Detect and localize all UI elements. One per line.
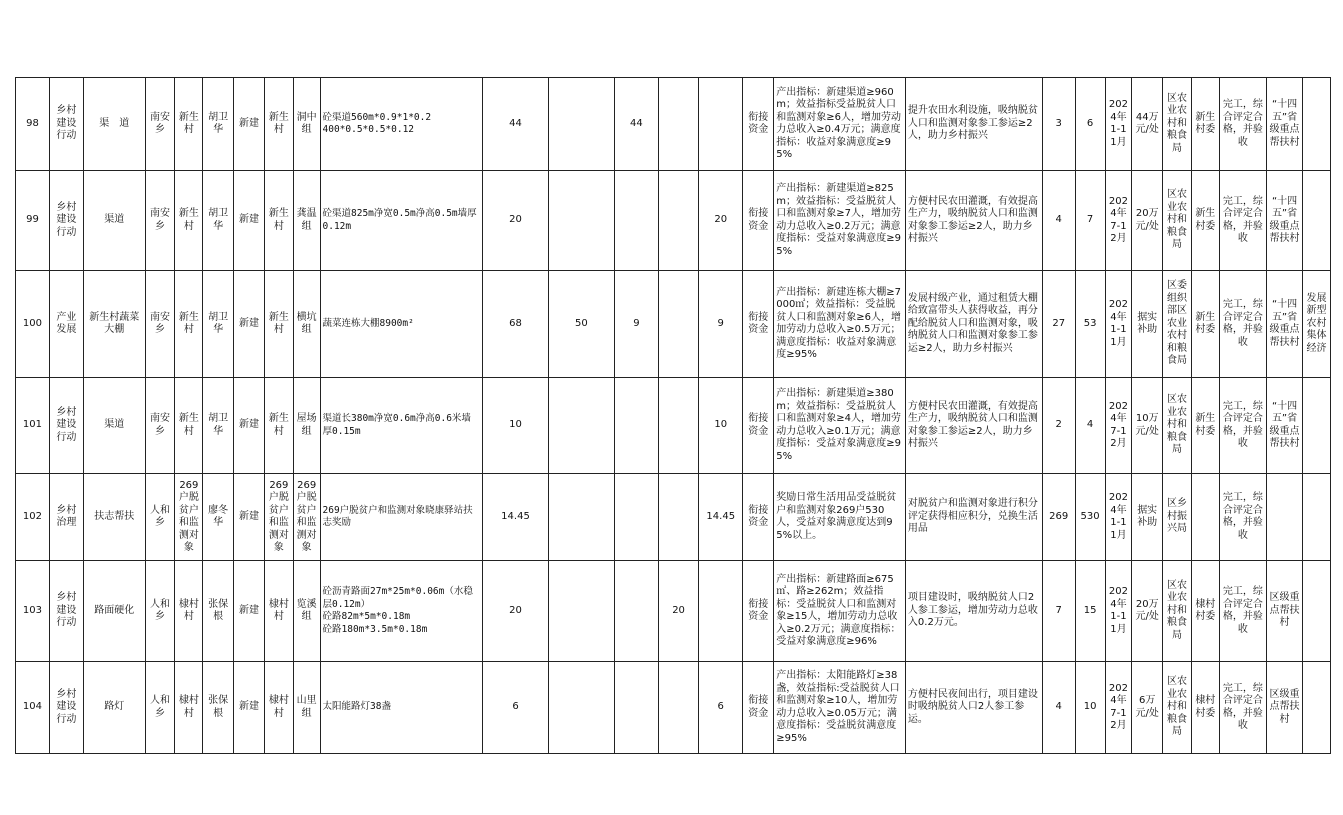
- performance-indicator-cell: 产出指标：新建连栋大棚≥7000㎡；效益指标：受益脱贫人口和监测对象≥6人，增加劳动力总收入≥0.5万元；满意度指标：收益对象满意度≥95%: [774, 271, 906, 378]
- row-number: 103: [16, 561, 50, 662]
- period-cell: 2024年1-11月: [1105, 78, 1132, 171]
- fund-col-1-cell: [548, 474, 614, 561]
- benefit-mechanism-cell: 方便村民夜间出行，项目建设时吸纳脱贫人口2人参工参运。: [905, 662, 1042, 754]
- town-cell: 南安乡: [145, 171, 175, 271]
- town-cell: 人和乡: [145, 662, 175, 754]
- town-cell: 人和乡: [145, 474, 175, 561]
- department-cell: 区委组织部区农业农村和粮食局: [1163, 271, 1192, 378]
- note-cell: [1303, 78, 1331, 171]
- performance-indicator-cell: 产出指标：新建渠道≥960m；效益指标受益脱贫人口和监测对象≥6人，增加劳动力总收入≥0.4万元；满意度指标：收益对象满意度≥95%: [774, 78, 906, 171]
- location-village-cell: 新生村: [264, 171, 293, 271]
- period-cell: 2024年1-11月: [1105, 271, 1132, 378]
- village-level-cell: “十四五”省级重点帮扶村: [1267, 78, 1303, 171]
- people-cell: 15: [1075, 561, 1105, 662]
- acceptance-cell: 完工，综合评定合格，并验收: [1219, 78, 1266, 171]
- acceptance-cell: 完工，综合评定合格，并验收: [1219, 171, 1266, 271]
- period-cell: 2024年1-11月: [1105, 474, 1132, 561]
- total-investment-cell: 68: [483, 271, 549, 378]
- department-cell: 区乡村振兴局: [1163, 474, 1192, 561]
- fund-col-3-cell: 20: [659, 561, 699, 662]
- fund-col-2-cell: 9: [614, 271, 658, 378]
- subsidy-standard-cell: 20万元/处: [1132, 171, 1163, 271]
- village-level-cell: “十四五”省级重点帮扶村: [1267, 171, 1303, 271]
- fund-col-2-cell: [614, 662, 658, 754]
- village-cell: 新生村: [175, 171, 203, 271]
- row-number: 99: [16, 171, 50, 271]
- responsible-person-cell: 廖冬华: [203, 474, 234, 561]
- total-investment-cell: 14.45: [483, 474, 549, 561]
- period-cell: 2024年7-12月: [1105, 378, 1132, 474]
- people-cell: 10: [1075, 662, 1105, 754]
- project-table: [15, 77, 1331, 754]
- project-name-cell: 渠道: [83, 171, 145, 271]
- fund-source-cell: 衔接资金: [743, 271, 774, 378]
- category-cell: 乡村建设行动: [49, 78, 83, 171]
- row-number: 101: [16, 378, 50, 474]
- table-row: [16, 561, 1331, 662]
- note-cell: [1303, 171, 1331, 271]
- period-cell: 2024年1-11月: [1105, 561, 1132, 662]
- fund-col-2-cell: [614, 561, 658, 662]
- category-cell: 乡村治理: [49, 474, 83, 561]
- households-cell: 269: [1042, 474, 1075, 561]
- village-level-cell: “十四五”省级重点帮扶村: [1267, 378, 1303, 474]
- construction-content-cell: 渠道长380m净宽0.6m净高0.6米墙厚0.15m: [320, 378, 483, 474]
- fund-col-1-cell: [548, 662, 614, 754]
- fund-source-cell: 衔接资金: [743, 78, 774, 171]
- table-row: [16, 662, 1331, 754]
- performance-indicator-cell: 产出指标：新建路面≥675㎡、路≥262m；效益指标：受益脱贫人口和监测对象≥15人，增加劳动力总收入≥0.2万元；满意度指标：受益对象满意度≥96%: [774, 561, 906, 662]
- project-name-cell: 渠道: [83, 378, 145, 474]
- performance-indicator-cell: 产出指标：太阳能路灯≥38盏，效益指标:受益脱贫人口和监测对象≥10人，增加劳动力总收入≥0.05万元；满意度指标：受益脱贫满意度≥95%: [774, 662, 906, 754]
- location-group-cell: 屋场组: [293, 378, 320, 474]
- acceptance-cell: 完工，综合评定合格，并验收: [1219, 378, 1266, 474]
- fund-col-2-cell: 44: [614, 78, 658, 171]
- construction-type-cell: 新建: [234, 561, 265, 662]
- location-group-cell: 横坑组: [293, 271, 320, 378]
- households-cell: 2: [1042, 378, 1075, 474]
- fund-col-3-cell: [659, 271, 699, 378]
- note-cell: 发展新型农村集体经济: [1303, 271, 1331, 378]
- responsible-person-cell: 胡卫华: [203, 271, 234, 378]
- fund-col-4-cell: 9: [699, 271, 743, 378]
- project-name-cell: 渠 道: [83, 78, 145, 171]
- village-level-cell: 区级重点帮扶村: [1267, 561, 1303, 662]
- construction-type-cell: 新建: [234, 662, 265, 754]
- village-level-cell: 区级重点帮扶村: [1267, 662, 1303, 754]
- table-row: [16, 474, 1331, 561]
- owner-cell: 新生村委: [1191, 78, 1219, 171]
- village-cell: 新生村: [175, 78, 203, 171]
- total-investment-cell: 44: [483, 78, 549, 171]
- project-name-cell: 扶志帮扶: [83, 474, 145, 561]
- table-row: [16, 171, 1331, 271]
- town-cell: 南安乡: [145, 271, 175, 378]
- note-cell: [1303, 662, 1331, 754]
- location-group-cell: 269户脱贫户和监测对象: [293, 474, 320, 561]
- responsible-person-cell: 张保根: [203, 561, 234, 662]
- acceptance-cell: 完工，综合评定合格，并验收: [1219, 662, 1266, 754]
- location-village-cell: 新生村: [264, 378, 293, 474]
- construction-content-cell: 269户脱贫户和监测对象晓康驿站扶志奖励: [320, 474, 483, 561]
- note-cell: [1303, 474, 1331, 561]
- fund-col-4-cell: 20: [699, 171, 743, 271]
- households-cell: 4: [1042, 171, 1075, 271]
- performance-indicator-cell: 产出指标：新建渠道≥380m；效益指标：受益脱贫人口和监测对象≥4人，增加劳动力总收入≥0.1万元；满意度指标：受益对象满意度≥95%: [774, 378, 906, 474]
- benefit-mechanism-cell: 项目建设时，吸纳脱贫人口2人参工参运，增加劳动力总收入0.2万元。: [905, 561, 1042, 662]
- people-cell: 7: [1075, 171, 1105, 271]
- subsidy-standard-cell: 20万元/处: [1132, 561, 1163, 662]
- subsidy-standard-cell: 6万元/处: [1132, 662, 1163, 754]
- fund-col-1-cell: [548, 78, 614, 171]
- construction-type-cell: 新建: [234, 171, 265, 271]
- town-cell: 南安乡: [145, 378, 175, 474]
- location-village-cell: 棣村村: [264, 561, 293, 662]
- fund-col-3-cell: [659, 662, 699, 754]
- construction-content-cell: 太阳能路灯38盏: [320, 662, 483, 754]
- department-cell: 区农业农村和粮食局: [1163, 378, 1192, 474]
- fund-source-cell: 衔接资金: [743, 378, 774, 474]
- people-cell: 530: [1075, 474, 1105, 561]
- construction-type-cell: 新建: [234, 78, 265, 171]
- owner-cell: 新生村委: [1191, 378, 1219, 474]
- total-investment-cell: 20: [483, 171, 549, 271]
- fund-col-2-cell: [614, 474, 658, 561]
- people-cell: 53: [1075, 271, 1105, 378]
- department-cell: 区农业农村和粮食局: [1163, 78, 1192, 171]
- table-row: [16, 271, 1331, 378]
- category-cell: 乡村建设行动: [49, 171, 83, 271]
- location-group-cell: 山里组: [293, 662, 320, 754]
- location-group-cell: 洞中组: [293, 78, 320, 171]
- construction-content-cell: 砼沥青路面27m*25m*0.06m（水稳层0.12m） 砼路82m*5m*0.18m 砼路180m*3.5m*0.18m: [320, 561, 483, 662]
- location-group-cell: 龚温组: [293, 171, 320, 271]
- acceptance-cell: 完工，综合评定合格，并验收: [1219, 271, 1266, 378]
- owner-cell: 棣村村委: [1191, 662, 1219, 754]
- people-cell: 4: [1075, 378, 1105, 474]
- department-cell: 区农业农村和粮食局: [1163, 561, 1192, 662]
- fund-col-4-cell: [699, 78, 743, 171]
- category-cell: 乡村建设行动: [49, 561, 83, 662]
- fund-col-4-cell: 14.45: [699, 474, 743, 561]
- total-investment-cell: 10: [483, 378, 549, 474]
- location-village-cell: 269户脱贫户和监测对象: [264, 474, 293, 561]
- note-cell: [1303, 378, 1331, 474]
- village-cell: 棣村村: [175, 662, 203, 754]
- town-cell: 人和乡: [145, 561, 175, 662]
- fund-col-3-cell: [659, 78, 699, 171]
- benefit-mechanism-cell: 方便村民农田灌溉，有效提高生产力，吸纳脱贫人口和监测对象参工参运≥2人，助力乡村振兴: [905, 378, 1042, 474]
- row-number: 102: [16, 474, 50, 561]
- total-investment-cell: 20: [483, 561, 549, 662]
- village-cell: 新生村: [175, 271, 203, 378]
- construction-content-cell: 砼渠道560m*0.9*1*0.2 400*0.5*0.5*0.12: [320, 78, 483, 171]
- households-cell: 3: [1042, 78, 1075, 171]
- fund-source-cell: 衔接资金: [743, 561, 774, 662]
- responsible-person-cell: 胡卫华: [203, 78, 234, 171]
- fund-source-cell: 衔接资金: [743, 474, 774, 561]
- fund-col-4-cell: 6: [699, 662, 743, 754]
- fund-col-1-cell: [548, 561, 614, 662]
- households-cell: 7: [1042, 561, 1075, 662]
- owner-cell: 新生村委: [1191, 171, 1219, 271]
- note-cell: [1303, 561, 1331, 662]
- fund-col-3-cell: [659, 474, 699, 561]
- fund-source-cell: 衔接资金: [743, 662, 774, 754]
- owner-cell: 棣村村委: [1191, 561, 1219, 662]
- owner-cell: 新生村委: [1191, 271, 1219, 378]
- fund-col-1-cell: [548, 378, 614, 474]
- fund-col-1-cell: 50: [548, 271, 614, 378]
- responsible-person-cell: 胡卫华: [203, 378, 234, 474]
- project-name-cell: 路灯: [83, 662, 145, 754]
- location-village-cell: 新生村: [264, 78, 293, 171]
- fund-col-2-cell: [614, 378, 658, 474]
- department-cell: 区农业农村和粮食局: [1163, 171, 1192, 271]
- location-group-cell: 览溪组: [293, 561, 320, 662]
- project-name-cell: 路面硬化: [83, 561, 145, 662]
- responsible-person-cell: 张保根: [203, 662, 234, 754]
- period-cell: 2024年7-12月: [1105, 662, 1132, 754]
- village-cell: 棣村村: [175, 561, 203, 662]
- performance-indicator-cell: 产出指标：新建渠道≥825m；效益指标：受益脱贫人口和监测对象≥7人，增加劳动力总收入≥0.2万元；满意度指标：受益对象满意度≥95%: [774, 171, 906, 271]
- table-row: [16, 78, 1331, 171]
- households-cell: 27: [1042, 271, 1075, 378]
- fund-source-cell: 衔接资金: [743, 171, 774, 271]
- village-level-cell: “十四五”省级重点帮扶村: [1267, 271, 1303, 378]
- total-investment-cell: 6: [483, 662, 549, 754]
- location-village-cell: 棣村村: [264, 662, 293, 754]
- fund-col-4-cell: 10: [699, 378, 743, 474]
- town-cell: 南安乡: [145, 78, 175, 171]
- acceptance-cell: 完工，综合评定合格，并验收: [1219, 561, 1266, 662]
- subsidy-standard-cell: 44万元/处: [1132, 78, 1163, 171]
- project-name-cell: 新生村蔬菜大棚: [83, 271, 145, 378]
- households-cell: 4: [1042, 662, 1075, 754]
- construction-content-cell: 蔬菜连栋大棚8900m²: [320, 271, 483, 378]
- period-cell: 2024年7-12月: [1105, 171, 1132, 271]
- subsidy-standard-cell: 10万元/处: [1132, 378, 1163, 474]
- fund-col-2-cell: [614, 171, 658, 271]
- village-cell: 新生村: [175, 378, 203, 474]
- category-cell: 乡村建设行动: [49, 378, 83, 474]
- benefit-mechanism-cell: 提升农田水利设施，吸纳脱贫人口和监测对象参工参运≥2人，助力乡村振兴: [905, 78, 1042, 171]
- construction-type-cell: 新建: [234, 271, 265, 378]
- subsidy-standard-cell: 据实补助: [1132, 271, 1163, 378]
- row-number: 100: [16, 271, 50, 378]
- construction-type-cell: 新建: [234, 474, 265, 561]
- fund-col-3-cell: [659, 378, 699, 474]
- benefit-mechanism-cell: 发展村级产业，通过租赁大棚给致富带头人获得收益，再分配给脱贫人口和监测对象，吸纳脱贫人口和监测对象参工参运≥2人，助力乡村振兴: [905, 271, 1042, 378]
- benefit-mechanism-cell: 对脱贫户和监测对象进行积分评定获得相应积分，兑换生活用品: [905, 474, 1042, 561]
- location-village-cell: 新生村: [264, 271, 293, 378]
- subsidy-standard-cell: 据实补助: [1132, 474, 1163, 561]
- construction-type-cell: 新建: [234, 378, 265, 474]
- village-cell: 269户脱贫户和监测对象: [175, 474, 203, 561]
- village-level-cell: [1267, 474, 1303, 561]
- construction-content-cell: 砼渠道825m净宽0.5m净高0.5m墙厚0.12m: [320, 171, 483, 271]
- department-cell: 区农业农村和粮食局: [1163, 662, 1192, 754]
- category-cell: 乡村建设行动: [49, 662, 83, 754]
- performance-indicator-cell: 奖励日常生活用品受益脱贫户和监测对象269户530人，受益对象满意度达到95%以上。: [774, 474, 906, 561]
- category-cell: 产业发展: [49, 271, 83, 378]
- fund-col-3-cell: [659, 171, 699, 271]
- people-cell: 6: [1075, 78, 1105, 171]
- responsible-person-cell: 胡卫华: [203, 171, 234, 271]
- fund-col-1-cell: [548, 171, 614, 271]
- table-row: [16, 378, 1331, 474]
- benefit-mechanism-cell: 方便村民农田灌溉，有效提高生产力，吸纳脱贫人口和监测对象参工参运≥2人，助力乡村振兴: [905, 171, 1042, 271]
- owner-cell: [1191, 474, 1219, 561]
- acceptance-cell: 完工，综合评定合格，并验收: [1219, 474, 1266, 561]
- row-number: 98: [16, 78, 50, 171]
- fund-col-4-cell: [699, 561, 743, 662]
- row-number: 104: [16, 662, 50, 754]
